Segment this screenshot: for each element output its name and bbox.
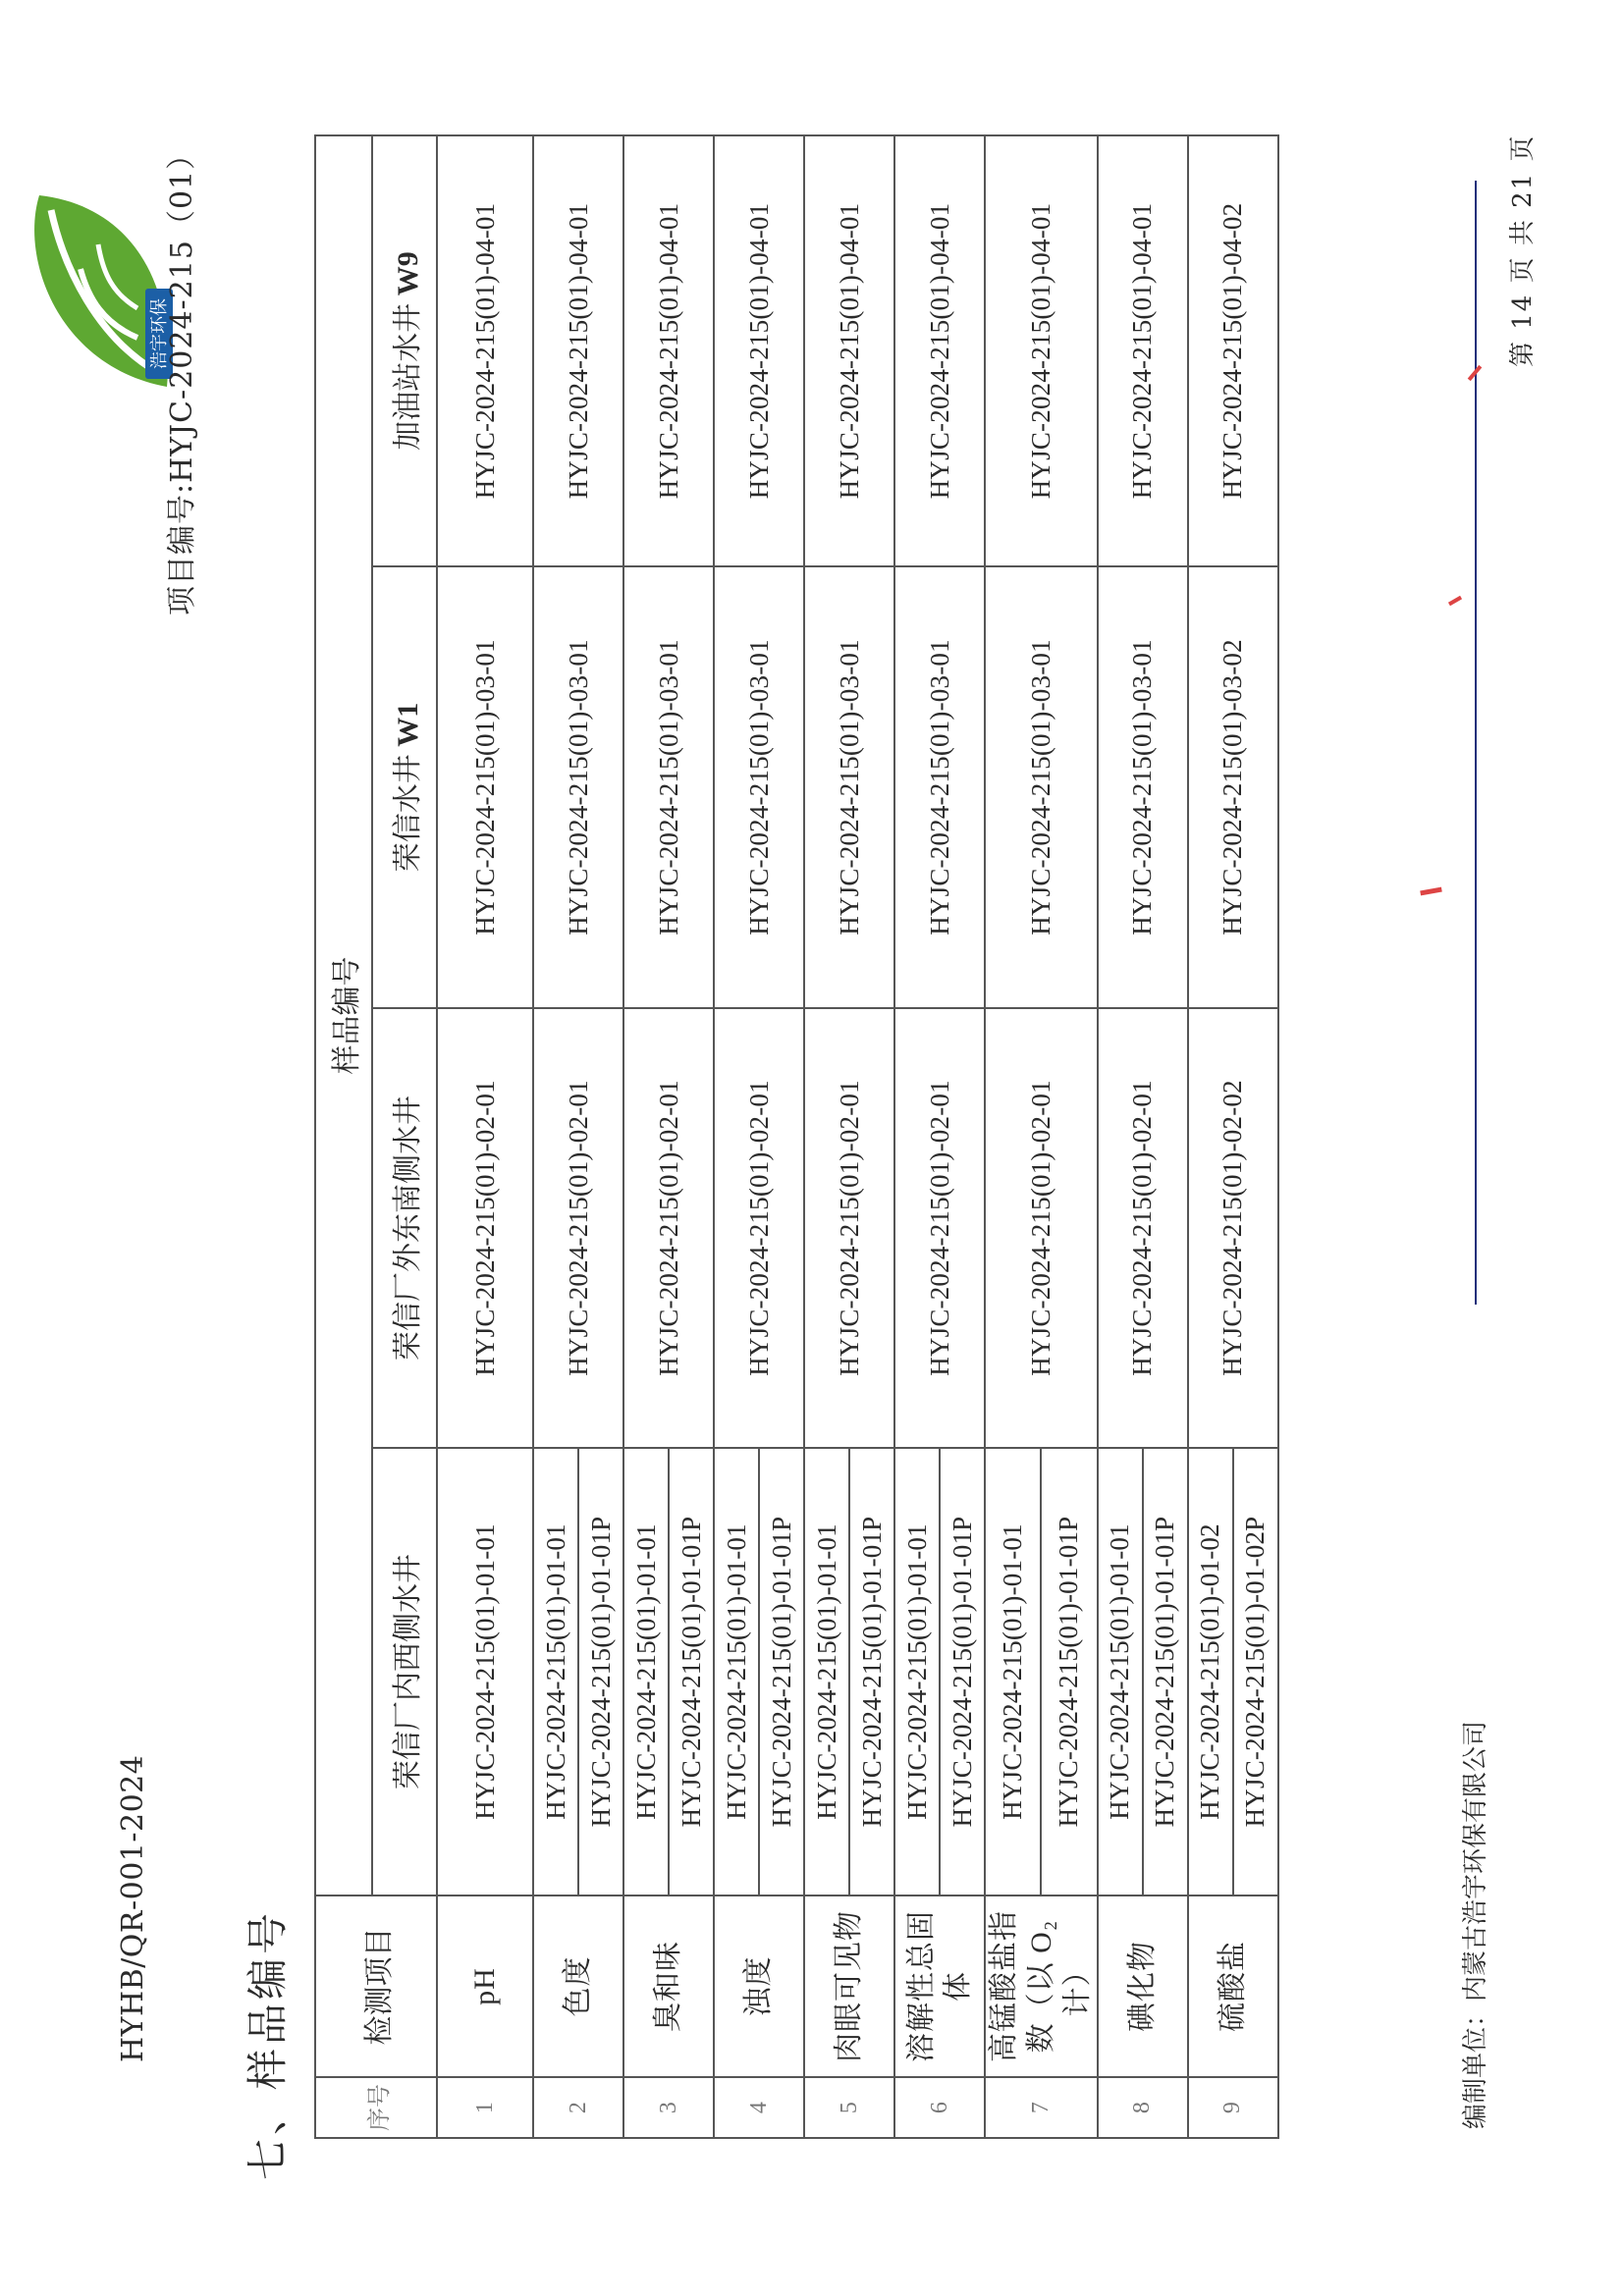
- sample-code-well1: HYJC-2024-215(01)-01-02: [1188, 1448, 1233, 1896]
- sample-code-well3: HYJC-2024-215(01)-03-01: [533, 566, 623, 1008]
- table-row: [623, 135, 669, 2138]
- row-seq: 6: [894, 2077, 985, 2138]
- project-number-value: HYJC-2024-215（01）: [165, 138, 199, 483]
- document-code: HYHB/QR-001-2024: [116, 1754, 150, 2062]
- row-test-item: pH: [437, 1896, 533, 2077]
- sample-code-well4: HYJC-2024-215(01)-04-01: [985, 135, 1098, 566]
- table-row: [985, 135, 1041, 2138]
- header-item: 检测项目: [315, 1896, 437, 2077]
- row-test-item: 溶解性总固体: [894, 1896, 985, 2077]
- table-header-row: [372, 135, 437, 2138]
- section-title: 七、样品编号: [243, 1908, 292, 2180]
- sample-code-well2: HYJC-2024-215(01)-02-01: [894, 1008, 985, 1448]
- project-number-label: 项目编号:: [165, 482, 199, 615]
- sample-code-well4: HYJC-2024-215(01)-04-01: [1098, 135, 1188, 566]
- row-test-item: 浊度: [714, 1896, 804, 2077]
- table-header: [315, 135, 437, 2138]
- sample-code-well1: HYJC-2024-215(01)-01-01: [623, 1448, 669, 1896]
- sample-code-well2: HYJC-2024-215(01)-02-01: [1098, 1008, 1188, 1448]
- sample-code-well4: HYJC-2024-215(01)-04-01: [804, 135, 894, 566]
- sample-code-well3: HYJC-2024-215(01)-03-01: [1098, 566, 1188, 1008]
- sample-code-well4: HYJC-2024-215(01)-04-01: [623, 135, 714, 566]
- row-test-item: 肉眼可见物: [804, 1896, 894, 2077]
- row-seq: 7: [985, 2077, 1098, 2138]
- sample-code-well1-parallel: HYJC-2024-215(01)-01-01P: [669, 1448, 714, 1896]
- sample-code-well1: HYJC-2024-215(01)-01-01: [804, 1448, 849, 1896]
- project-number: [157, 139, 200, 615]
- sample-code-well3: HYJC-2024-215(01)-03-01: [894, 566, 985, 1008]
- row-seq: 2: [533, 2077, 623, 2138]
- sample-code-well3: HYJC-2024-215(01)-03-01: [714, 566, 804, 1008]
- sample-code-well1: HYJC-2024-215(01)-01-01: [714, 1448, 759, 1896]
- header-well: 荣信水井 W1: [372, 566, 437, 1008]
- sample-code-table: [314, 134, 1279, 2139]
- sample-code-well1-parallel: HYJC-2024-215(01)-01-01P: [940, 1448, 985, 1896]
- sample-code-well2: HYJC-2024-215(01)-02-01: [985, 1008, 1098, 1448]
- row-seq: 4: [714, 2077, 804, 2138]
- sample-code-well1-parallel: HYJC-2024-215(01)-01-01P: [849, 1448, 894, 1896]
- compiled-by: 编制单位：内蒙古浩宇环保有限公司: [1461, 1720, 1490, 2129]
- header-sample-group: 样品编号: [315, 135, 372, 1896]
- page-indicator: 第 14 页 共 21 页: [1508, 133, 1538, 367]
- sample-code-table-wrapper: [314, 136, 1279, 2139]
- logo-text: 浩宇环保: [149, 298, 170, 369]
- sample-code-well2: HYJC-2024-215(01)-02-01: [533, 1008, 623, 1448]
- sample-code-well1-parallel: HYJC-2024-215(01)-01-01P: [759, 1448, 804, 1896]
- table-body: [437, 135, 1278, 2138]
- row-seq: 8: [1098, 2077, 1188, 2138]
- sample-code-well4: HYJC-2024-215(01)-04-02: [1188, 135, 1278, 566]
- sample-code-well2: HYJC-2024-215(01)-02-01: [714, 1008, 804, 1448]
- sample-code-well1: HYJC-2024-215(01)-01-01: [533, 1448, 578, 1896]
- sample-code-well1-parallel: HYJC-2024-215(01)-01-01P: [1143, 1448, 1188, 1896]
- sample-code-well2: HYJC-2024-215(01)-02-01: [437, 1008, 533, 1448]
- sample-code-well1: HYJC-2024-215(01)-01-01: [894, 1448, 940, 1896]
- table-row: [533, 135, 578, 2138]
- header-seq: 序号: [315, 2077, 437, 2138]
- sample-code-well2: HYJC-2024-215(01)-02-02: [1188, 1008, 1278, 1448]
- sample-code-well1-parallel: HYJC-2024-215(01)-01-01P: [1041, 1448, 1097, 1896]
- row-seq: 3: [623, 2077, 714, 2138]
- sample-code-well4: HYJC-2024-215(01)-04-01: [714, 135, 804, 566]
- table-row: [714, 135, 759, 2138]
- red-ink-mark: [1448, 596, 1462, 606]
- sample-code-well2: HYJC-2024-215(01)-02-01: [804, 1008, 894, 1448]
- header-well: 荣信厂内西侧水井: [372, 1448, 437, 1896]
- table-row: [437, 135, 533, 2138]
- row-test-item: 硫酸盐: [1188, 1896, 1278, 2077]
- table-header-row: [315, 135, 372, 2138]
- row-seq: 1: [437, 2077, 533, 2138]
- sample-code-well1-parallel: HYJC-2024-215(01)-01-01P: [578, 1448, 623, 1896]
- footer-divider: [1475, 181, 1477, 1305]
- sample-code-well1: HYJC-2024-215(01)-01-01: [1098, 1448, 1143, 1896]
- red-ink-mark: [1420, 887, 1442, 896]
- sample-code-well4: HYJC-2024-215(01)-04-01: [533, 135, 623, 566]
- table-row: [894, 135, 940, 2138]
- table-row: [1098, 135, 1143, 2138]
- row-test-item: 高锰酸盐指数（以 O₂ 计）: [985, 1896, 1098, 2077]
- header-well: 加油站水井 W9: [372, 135, 437, 566]
- row-test-item: 碘化物: [1098, 1896, 1188, 2077]
- sample-code-well3: HYJC-2024-215(01)-03-01: [985, 566, 1098, 1008]
- row-test-item: 臭和味: [623, 1896, 714, 2077]
- sample-code-well3: HYJC-2024-215(01)-03-01: [623, 566, 714, 1008]
- sample-code-well1-parallel: HYJC-2024-215(01)-01-02P: [1233, 1448, 1278, 1896]
- sample-code-well3: HYJC-2024-215(01)-03-01: [437, 566, 533, 1008]
- sample-code-well1: HYJC-2024-215(01)-01-01: [985, 1448, 1041, 1896]
- table-row: [1188, 135, 1233, 2138]
- sample-code-well1: HYJC-2024-215(01)-01-01: [437, 1448, 533, 1896]
- sample-code-well3: HYJC-2024-215(01)-03-02: [1188, 566, 1278, 1008]
- sample-code-well2: HYJC-2024-215(01)-02-01: [623, 1008, 714, 1448]
- table-row: [804, 135, 849, 2138]
- sample-code-well4: HYJC-2024-215(01)-04-01: [437, 135, 533, 566]
- sample-code-well4: HYJC-2024-215(01)-04-01: [894, 135, 985, 566]
- header-well: 荣信厂外东南侧水井: [372, 1008, 437, 1448]
- row-test-item: 色度: [533, 1896, 623, 2077]
- row-seq: 5: [804, 2077, 894, 2138]
- row-seq: 9: [1188, 2077, 1278, 2138]
- sample-code-well3: HYJC-2024-215(01)-03-01: [804, 566, 894, 1008]
